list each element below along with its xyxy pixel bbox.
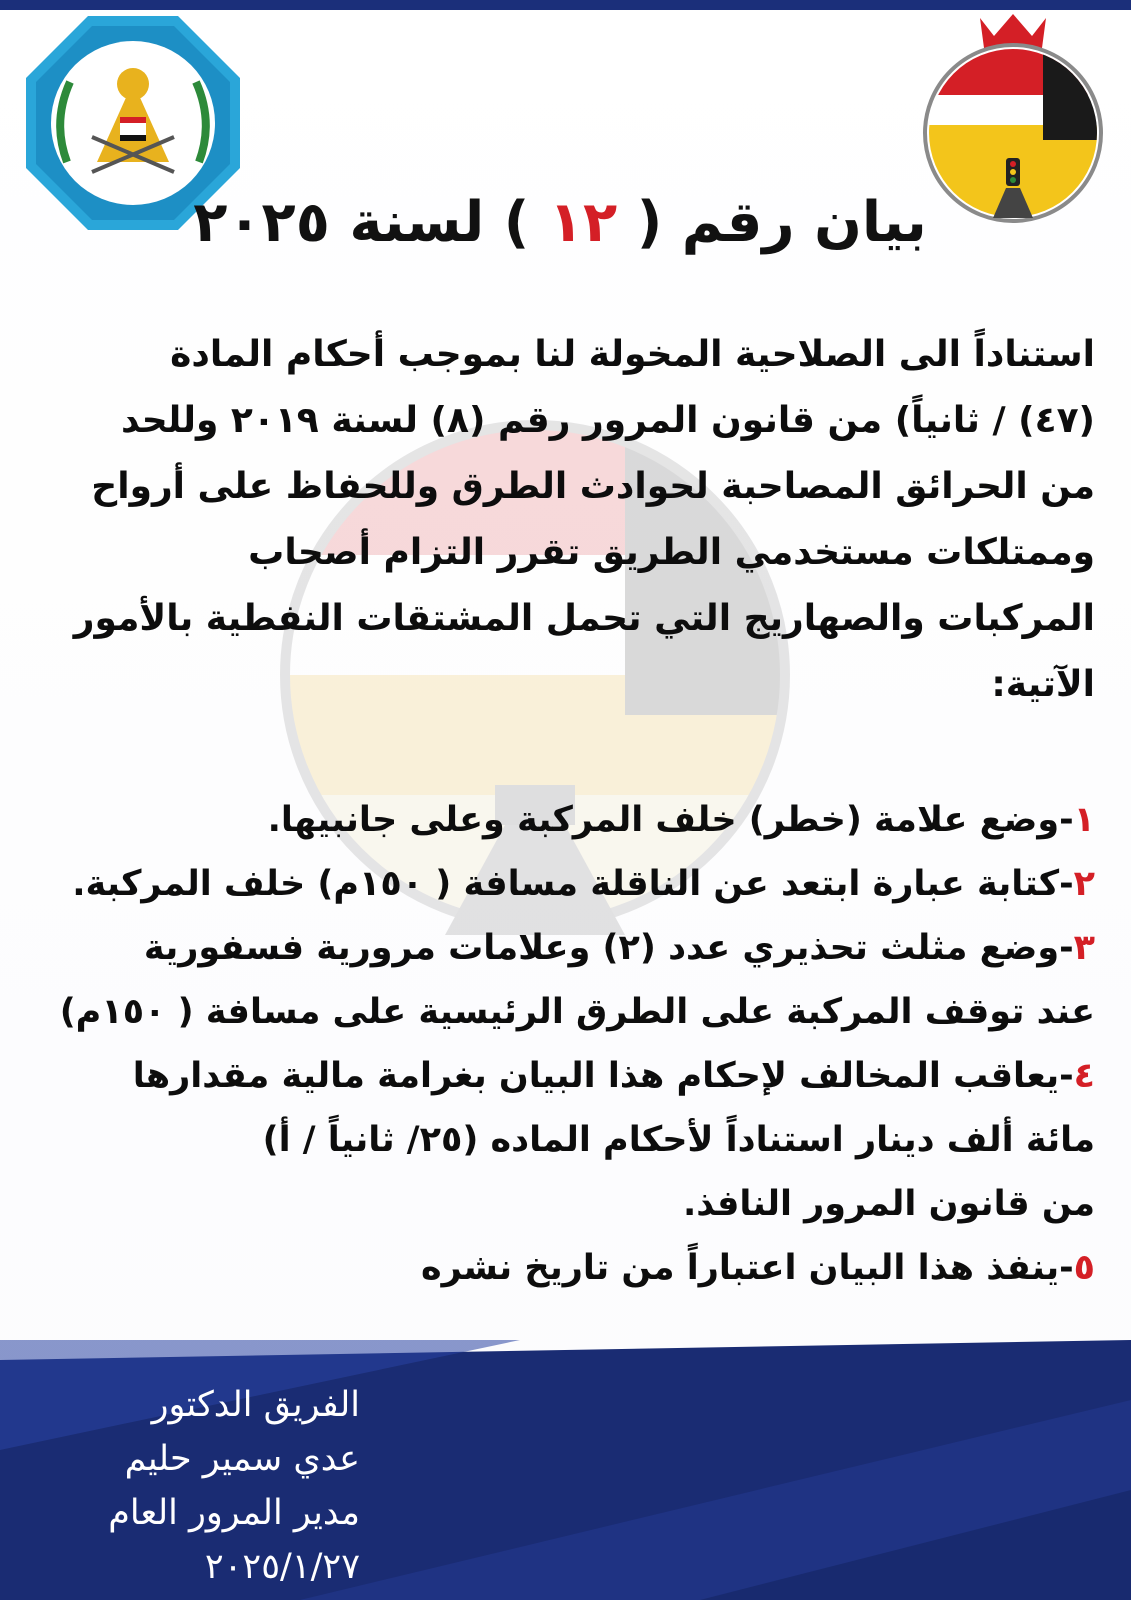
item-number: ٤ [1073, 1056, 1095, 1096]
intro-line: استناداً الى الصلاحية المخولة لنا بموجب أحكام المادة [170, 334, 1095, 375]
title-prefix: بيان رقم ( [636, 190, 927, 255]
list-item [30, 1236, 1095, 1300]
item-number: ١ [1073, 800, 1095, 840]
title-suffix: ) لسنة ٢٠٢٥ [193, 190, 530, 255]
provisions-list [30, 788, 1095, 1300]
signature-date: ٢٠٢٥/١/٢٧ [204, 1547, 360, 1587]
intro-line: (٤٧) / ثانياً) من قانون المرور رقم (٨) لسنة ٢٠١٩ وللحد [121, 400, 1095, 441]
list-item [30, 916, 1095, 980]
list-item [30, 852, 1095, 916]
intro-line: المركبات والصهاريج التي تحمل المشتقات النفطية بالأمور [73, 598, 1095, 639]
intro-line: الآتية: [991, 664, 1095, 705]
item-number: ٢ [1073, 864, 1095, 904]
item-text: -وضع مثلث تحذيري عدد (٢) وعلامات مرورية فسفورية [143, 928, 1074, 968]
item-text: -ينفذ هذا البيان اعتباراً من تاريخ نشره [421, 1248, 1074, 1288]
statement-title [170, 190, 950, 270]
intro-line: وممتلكات مستخدمي الطريق تقرر التزام أصحاب [248, 532, 1095, 573]
item-text: -كتابة عبارة ابتعد عن الناقلة مسافة ( ١٥٠م) خلف المركبة. [72, 864, 1074, 904]
statement-number: ١٢ [548, 190, 618, 255]
list-item [30, 788, 1095, 852]
signer-position: مدير المرور العام [108, 1493, 360, 1533]
list-item-continuation: عند توقف المركبة على الطرق الرئيسية على مسافة ( ١٥٠م) [59, 992, 1095, 1032]
list-item [30, 1044, 1095, 1108]
item-number: ٣ [1073, 928, 1095, 968]
signature-block [40, 1378, 360, 1594]
item-text: -يعاقب المخالف لإحكام هذا البيان بغرامة مالية مقدارها [132, 1056, 1074, 1096]
list-item-continuation: من قانون المرور النافذ. [682, 1184, 1095, 1224]
signer-rank: الفريق الدكتور [151, 1385, 360, 1425]
item-text: -وضع علامة (خطر) خلف المركبة وعلى جانبيها. [267, 800, 1074, 840]
intro-line: من الحرائق المصاحبة لحوادث الطرق وللحفاظ على أرواح [91, 466, 1095, 507]
signer-name: عدي سمير حليم [124, 1439, 360, 1479]
item-number: ٥ [1073, 1248, 1095, 1288]
intro-paragraph [30, 322, 1095, 718]
list-item-continuation: مائة ألف دينار استناداً لأحكام الماده (٢٥/ ثانياً / أ) [262, 1120, 1095, 1160]
